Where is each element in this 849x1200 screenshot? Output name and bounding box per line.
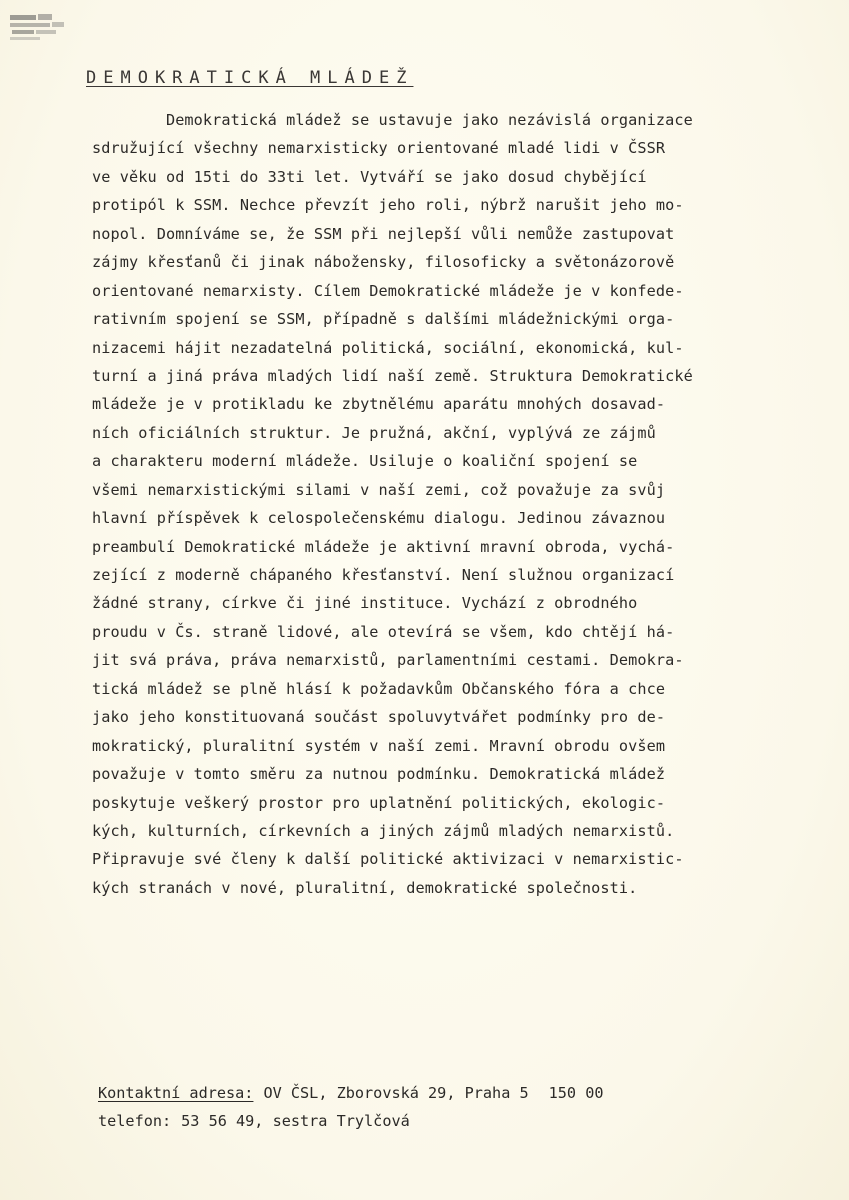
text-line: turní a jiná práva mladých lidí naší země. Struktura Demokratické: [92, 366, 693, 385]
text-line: považuje v tomto směru za nutnou podmínku. Demokratická mládež: [92, 765, 666, 784]
text-line: kých, kulturních, církevních a jiných zájmů mladých nemarxistů.: [92, 821, 675, 840]
text-line: zející z moderně chápaného křesťanství. Není služnou organizací: [92, 566, 675, 584]
text-line: sdružující všechny nemarxisticky orientované mladé lidi v ČSSR: [92, 139, 666, 158]
text-line: kých stranách v nové, pluralitní, demokratické společnosti.: [92, 878, 638, 897]
text-line: orientované nemarxisty. Cílem Demokratické mládeže je v konfede-: [92, 281, 684, 300]
text-line: rativním spojení se SSM, případně s dalšími mládežnickými orga-: [92, 310, 675, 329]
text-line: ních oficiálních struktur. Je pružná, akční, vyplývá ze zájmů: [92, 423, 656, 442]
contact-address-label: Kontaktní adresa:: [98, 1084, 254, 1102]
text-line: protipól k SSM. Nechce převzít jeho roli, nýbrž narušit jeho mo-: [92, 196, 684, 215]
document-title: DEMOKRATICKÁ MLÁDEŽ: [86, 68, 414, 88]
text-line: preambulí Demokratické mládeže je aktivní mravní obroda, vychá-: [92, 537, 675, 556]
document-body: [92, 106, 772, 902]
text-line: zájmy křesťanů či jinak nábožensky, filosoficky a světonázorově: [92, 253, 675, 272]
contact-phone-row: [98, 1107, 758, 1135]
text-line: poskytuje veškerý prostor pro uplatnění politických, ekologic-: [92, 793, 666, 812]
text-line: jako jeho konstituovaná součást spoluvytvářet podmínky pro de-: [92, 708, 666, 727]
text-line: hlavní příspěvek k celospolečenskému dialogu. Jedinou závaznou: [92, 509, 666, 528]
text-line: všemi nemarxistickými silami v naší zemi, což považuje za svůj: [92, 480, 666, 499]
text-line: nizacemi hájit nezadatelná politická, sociální, ekonomická, kul-: [92, 338, 684, 357]
contact-address: OV ČSL, Zborovská 29, Praha 5: [263, 1084, 529, 1102]
contact-block: [98, 1079, 758, 1135]
text-line: Připravuje své členy k další politické aktivizaci v nemarxistic-: [92, 850, 684, 869]
text-line: tická mládež se plně hlásí k požadavkům Občanského fóra a chce: [92, 679, 666, 698]
text-line: Demokratická mládež se ustavuje jako nezávislá organizace: [92, 111, 693, 129]
text-line: jit svá práva, práva nemarxistů, parlamentními cestami. Demokra-: [92, 651, 684, 670]
text-line: mokratický, pluralitní systém v naší zemi. Mravní obrodu ovšem: [92, 736, 666, 755]
text-line: žádné strany, církve či jiné instituce. Vychází z obrodného: [92, 594, 638, 613]
contact-phone-label: telefon:: [98, 1112, 172, 1130]
contact-postcode: 150 00: [548, 1084, 604, 1102]
text-line: mládeže je v protikladu ke zbytnělému aparátu mnohých dosavad-: [92, 395, 666, 414]
text-line: proudu v Čs. straně lidové, ale otevírá se všem, kdo chtějí há-: [92, 622, 675, 641]
contact-address-row: [98, 1079, 758, 1107]
text-line: a charakteru moderní mládeže. Usiluje o koaliční spojení se: [92, 452, 638, 471]
archive-stamp-icon: [8, 12, 78, 46]
text-line: nopol. Domníváme se, že SSM při nejlepší vůli nemůže zastupovat: [92, 224, 675, 243]
contact-phone: 53 56 49, sestra Trylčová: [181, 1112, 410, 1130]
text-line: ve věku od 15ti do 33ti let. Vytváří se jako dosud chybějící: [92, 167, 647, 186]
